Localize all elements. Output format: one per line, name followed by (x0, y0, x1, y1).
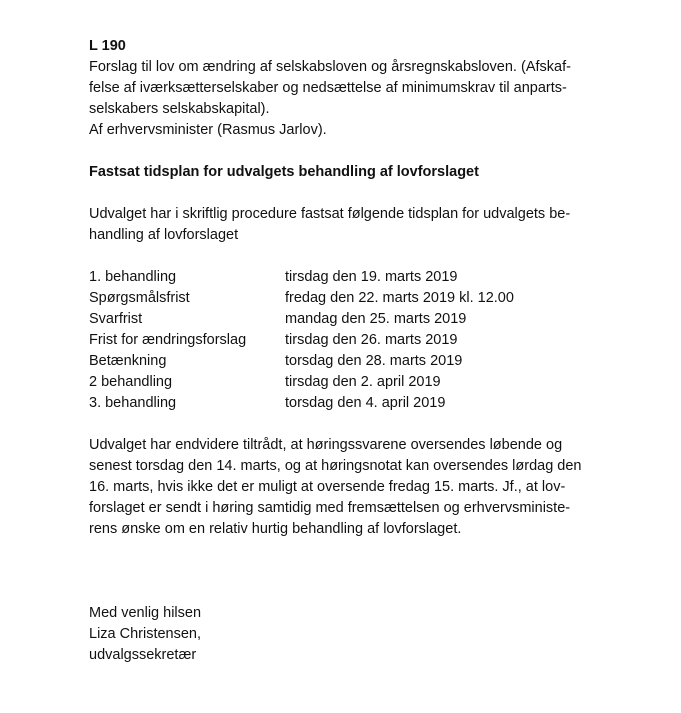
intro-line: felse af iværksætterselskaber og nedsættelse af minimumskrav til anparts- (89, 80, 567, 96)
schedule-row (89, 372, 649, 393)
procedure-line: handling af lovforslaget (89, 227, 239, 243)
spacer (89, 183, 649, 204)
schedule-row (89, 351, 649, 372)
schedule-date: tirsdag den 2. april 2019 (285, 374, 441, 390)
schedule-step: 3. behandling (89, 395, 177, 411)
schedule-row (89, 330, 649, 351)
signer-title: udvalgssekretær (89, 647, 197, 663)
spacer (89, 540, 649, 603)
closing-greeting: Med venlig hilsen (89, 605, 202, 621)
schedule-table (89, 267, 649, 414)
schedule-step: 2 behandling (89, 374, 173, 390)
schedule-date: fredag den 22. marts 2019 kl. 12.00 (285, 290, 514, 306)
note-line: rens ønske om en relativ hurtig behandling af lovforslaget. (89, 521, 462, 537)
spacer (89, 141, 649, 162)
schedule-row (89, 288, 649, 309)
schedule-date: tirsdag den 26. marts 2019 (285, 332, 458, 348)
note-line: senest torsdag den 14. marts, og at høringsnotat kan oversendes lørdag den (89, 458, 582, 474)
note-line: Udvalget har endvidere tiltrådt, at høringssvarene oversendes løbende og (89, 437, 563, 453)
schedule-step: 1. behandling (89, 269, 177, 285)
schedule-row (89, 267, 649, 288)
schedule-step: Betænkning (89, 353, 167, 369)
schedule-step: Spørgsmålsfrist (89, 290, 190, 306)
spacer (89, 246, 649, 267)
schedule-date: mandag den 25. marts 2019 (285, 311, 467, 327)
intro-line: Forslag til lov om ændring af selskabsloven og årsregnskabsloven. (Afskaf- (89, 59, 571, 75)
bill-reference: L 190 (89, 38, 126, 54)
spacer (89, 414, 649, 435)
schedule-step: Svarfrist (89, 311, 143, 327)
schedule-date: tirsdag den 19. marts 2019 (285, 269, 458, 285)
schedule-row (89, 393, 649, 414)
procedure-line: Udvalget har i skriftlig procedure fastsat følgende tidsplan for udvalgets be- (89, 206, 571, 222)
schedule-date: torsdag den 4. april 2019 (285, 395, 446, 411)
signer-name: Liza Christensen, (89, 626, 202, 642)
schedule-date: torsdag den 28. marts 2019 (285, 353, 463, 369)
document-page (89, 36, 649, 666)
intro-line: Af erhvervsminister (Rasmus Jarlov). (89, 122, 327, 138)
note-line: forslaget er sendt i høring samtidig med fremsættelsen og erhvervsministe- (89, 500, 571, 516)
schedule-row (89, 309, 649, 330)
intro-line: selskabers selskabskapital). (89, 101, 270, 117)
section-heading: Fastsat tidsplan for udvalgets behandling af lovforslaget (89, 164, 479, 180)
note-line: 16. marts, hvis ikke det er muligt at oversende fredag 15. marts. Jf., at lov- (89, 479, 566, 495)
schedule-step: Frist for ændringsforslag (89, 332, 247, 348)
